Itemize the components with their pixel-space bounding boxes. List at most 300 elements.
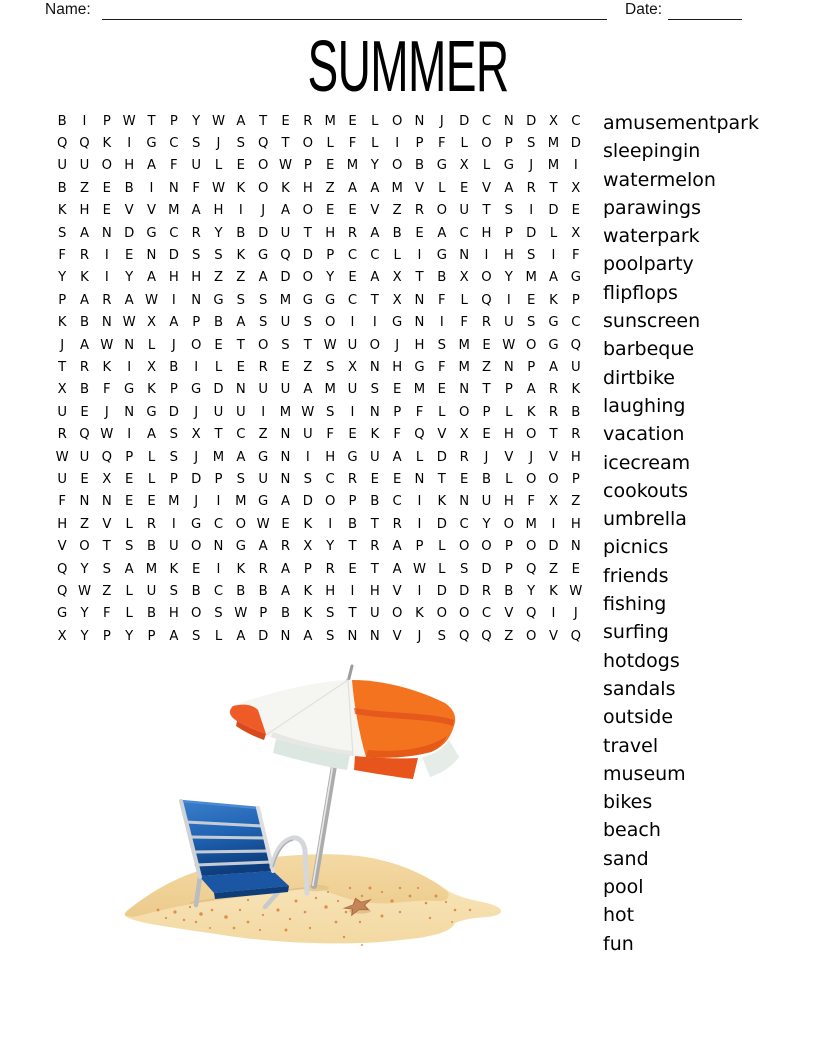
grid-letter: V <box>146 203 156 219</box>
grid-letter: M <box>279 292 292 308</box>
grid-letter: A <box>146 270 156 286</box>
grid-letter: U <box>280 225 291 241</box>
grid-letter: N <box>459 248 470 264</box>
grid-letter: G <box>191 516 202 532</box>
grid-letter: V <box>414 180 424 196</box>
grid-letter: G <box>503 158 514 174</box>
grid-letter: V <box>370 203 380 219</box>
grid-letter: E <box>214 337 223 353</box>
word-list-item: watermelon <box>603 168 716 191</box>
grid-letter: L <box>460 136 468 152</box>
grid-letter: C <box>236 427 246 443</box>
grid-letter: R <box>414 203 425 219</box>
grid-letter: N <box>503 113 514 129</box>
grid-letter: I <box>127 427 132 443</box>
grid-letter: P <box>504 561 513 577</box>
grid-letter: I <box>82 113 87 129</box>
grid-letter: I <box>417 583 422 599</box>
grid-letter: S <box>526 248 536 264</box>
grid-letter: Q <box>525 606 537 622</box>
grid-letter: A <box>370 270 380 286</box>
grid-letter: R <box>258 359 268 375</box>
grid-letter: I <box>551 606 556 622</box>
grid-letter: V <box>437 427 447 443</box>
grid-letter: K <box>549 292 558 308</box>
grid-letter: L <box>371 113 379 129</box>
grid-letter: F <box>348 136 357 152</box>
grid-letter: D <box>168 404 179 420</box>
grid-letter: T <box>281 136 290 152</box>
grid-letter: O <box>257 180 269 196</box>
grid-letter: E <box>325 158 335 174</box>
grid-letter: H <box>325 583 336 599</box>
grid-letter: D <box>168 248 179 264</box>
grid-letter: E <box>348 270 357 286</box>
grid-letter: O <box>324 315 336 331</box>
grid-letter: D <box>436 449 447 465</box>
grid-letter: X <box>146 315 157 331</box>
grid-letter: K <box>571 382 581 398</box>
grid-letter: Q <box>101 449 113 465</box>
grid-letter: W <box>211 180 226 196</box>
grid-letter: A <box>526 382 536 398</box>
grid-letter: S <box>459 561 469 577</box>
grid-letter: N <box>280 471 291 487</box>
grid-letter: G <box>124 382 135 398</box>
grid-letter: S <box>303 471 313 487</box>
grid-letter: H <box>570 516 581 532</box>
grid-letter: B <box>213 315 224 331</box>
grid-letter: O <box>101 158 113 174</box>
grid-letter: O <box>302 270 314 286</box>
word-list-item: cookouts <box>603 479 689 502</box>
grid-letter: O <box>369 337 381 353</box>
grid-letter: E <box>392 382 402 398</box>
grid-letter: U <box>236 404 246 420</box>
grid-letter: X <box>459 427 469 443</box>
grid-letter: Q <box>79 427 90 443</box>
grid-letter: N <box>101 494 112 510</box>
grid-letter: A <box>146 158 156 174</box>
word-list-item: barbeque <box>603 338 695 361</box>
grid-letter: X <box>102 471 112 487</box>
grid-letter: N <box>459 382 470 398</box>
grid-letter: A <box>280 561 290 577</box>
grid-letter: C <box>571 113 581 129</box>
grid-letter: W <box>412 561 427 577</box>
word-list-item: sand <box>603 847 649 870</box>
word-list-item: beach <box>603 819 661 842</box>
grid-letter: E <box>459 180 469 196</box>
grid-letter: B <box>414 158 425 174</box>
grid-letter: I <box>506 292 511 308</box>
grid-letter: D <box>302 494 313 510</box>
grid-letter: S <box>303 315 313 331</box>
grid-letter: M <box>346 158 359 174</box>
grid-letter: B <box>124 180 134 196</box>
grid-letter: P <box>504 225 513 241</box>
beach-chair <box>181 801 307 907</box>
grid-letter: L <box>125 583 133 599</box>
grid-letter: D <box>548 203 559 219</box>
word-list <box>603 109 759 958</box>
grid-letter: U <box>370 606 380 622</box>
grid-letter: L <box>214 158 223 174</box>
grid-letter: T <box>437 471 446 487</box>
grid-letter: E <box>437 382 446 398</box>
grid-letter: I <box>551 248 556 264</box>
grid-letter: B <box>169 359 179 375</box>
grid-letter: O <box>391 113 403 129</box>
grid-letter: B <box>146 606 157 622</box>
grid-letter: X <box>548 494 559 510</box>
word-list-item: sleepingin <box>603 140 701 163</box>
grid-letter: E <box>124 494 134 510</box>
grid-letter: A <box>258 270 268 286</box>
grid-letter: R <box>347 471 358 487</box>
grid-letter: E <box>124 248 134 264</box>
grid-letter: A <box>169 628 179 644</box>
grid-letter: H <box>302 180 313 196</box>
grid-letter: S <box>191 136 201 152</box>
grid-letter: E <box>80 471 89 487</box>
grid-letter: A <box>347 180 357 196</box>
grid-letter: Z <box>79 180 90 196</box>
grid-letter: N <box>235 382 246 398</box>
grid-letter: I <box>573 158 578 174</box>
grid-letter: Y <box>370 158 379 174</box>
grid-letter: W <box>278 158 293 174</box>
grid-letter: U <box>303 427 313 443</box>
grid-letter: H <box>481 225 492 241</box>
grid-letter: E <box>348 561 357 577</box>
grid-letter: N <box>459 494 470 510</box>
grid-letter: G <box>213 292 224 308</box>
grid-letter: O <box>257 158 269 174</box>
grid-letter: W <box>502 337 516 353</box>
grid-letter: P <box>504 136 513 152</box>
grid-letter: O <box>458 404 470 420</box>
grid-letter: A <box>79 337 89 353</box>
grid-letter: C <box>213 583 224 599</box>
grid-letter: M <box>458 359 470 375</box>
grid-letter: I <box>104 248 109 264</box>
word-list-item: bikes <box>603 791 653 814</box>
grid-letter: W <box>122 315 136 331</box>
grid-letter: U <box>370 449 380 465</box>
grid-letter: N <box>146 248 157 264</box>
grid-letter: P <box>169 471 178 487</box>
grid-letter: T <box>348 539 357 555</box>
grid-letter: A <box>124 561 134 577</box>
grid-letter: E <box>281 516 290 532</box>
grid-letter: B <box>191 583 201 599</box>
grid-letter: N <box>101 225 112 241</box>
grid-letter: Y <box>214 225 223 241</box>
grid-letter: G <box>436 248 447 264</box>
grid-letter: O <box>436 203 448 219</box>
grid-letter: T <box>549 427 558 443</box>
grid-letter: N <box>124 404 135 420</box>
grid-letter: C <box>169 225 179 241</box>
beach-illustration <box>100 660 520 980</box>
grid-letter: E <box>571 203 580 219</box>
grid-letter: A <box>370 225 380 241</box>
grid-letter: P <box>415 539 424 555</box>
grid-letter: L <box>326 136 334 152</box>
grid-letter: Q <box>56 136 68 152</box>
grid-letter: L <box>505 404 513 420</box>
grid-letter: K <box>236 180 246 196</box>
grid-letter: L <box>438 539 446 555</box>
grid-letter: S <box>258 315 268 331</box>
grid-letter: F <box>326 427 334 443</box>
grid-letter: E <box>147 494 156 510</box>
grid-letter: C <box>213 516 224 532</box>
grid-letter: R <box>79 248 90 264</box>
grid-letter: G <box>325 292 336 308</box>
grid-letter: K <box>147 382 156 398</box>
grid-letter: P <box>102 113 111 129</box>
grid-letter: R <box>526 180 536 196</box>
grid-letter: H <box>191 270 202 286</box>
grid-letter: X <box>191 427 201 443</box>
grid-letter: U <box>57 471 67 487</box>
grid-letter: M <box>145 561 158 577</box>
grid-letter: X <box>459 270 469 286</box>
grid-letter: G <box>258 494 269 510</box>
grid-letter: C <box>347 292 358 308</box>
grid-letter: G <box>146 136 157 152</box>
grid-letter: B <box>57 180 67 196</box>
grid-letter: N <box>369 359 380 375</box>
grid-letter: P <box>214 471 223 487</box>
grid-letter: I <box>529 203 534 219</box>
grid-letter: V <box>481 180 491 196</box>
grid-letter: S <box>169 583 179 599</box>
grid-letter: H <box>325 449 336 465</box>
grid-letter: D <box>481 561 492 577</box>
grid-letter: Y <box>58 270 67 286</box>
grid-letter: J <box>529 158 534 174</box>
grid-letter: E <box>281 359 290 375</box>
word-list-item: flipflops <box>603 281 678 304</box>
grid-letter: H <box>392 359 403 375</box>
grid-letter: N <box>570 539 581 555</box>
grid-letter: Y <box>504 270 513 286</box>
grid-letter: R <box>57 427 67 443</box>
grid-letter: M <box>279 404 292 420</box>
grid-letter: P <box>58 292 67 308</box>
grid-letter: I <box>417 516 422 532</box>
grid-letter: I <box>551 516 556 532</box>
grid-letter: A <box>280 494 290 510</box>
grid-letter: Z <box>548 561 559 577</box>
word-list-item: amusementpark <box>603 112 759 134</box>
grid-letter: I <box>171 292 176 308</box>
grid-letter: Z <box>79 516 90 532</box>
grid-letter: M <box>212 449 225 465</box>
grid-letter: G <box>392 315 403 331</box>
grid-letter: O <box>525 628 537 644</box>
grid-letter: R <box>481 315 492 331</box>
grid-letter: Q <box>56 561 68 577</box>
grid-letter: N <box>168 180 179 196</box>
grid-letter: N <box>280 628 291 644</box>
grid-letter: N <box>369 404 380 420</box>
grid-letter: S <box>258 292 268 308</box>
word-list-item: parawings <box>603 196 701 219</box>
grid-letter: G <box>302 292 313 308</box>
grid-letter: W <box>122 113 136 129</box>
grid-letter: P <box>326 248 335 264</box>
grid-letter: S <box>169 449 179 465</box>
grid-letter: P <box>169 113 178 129</box>
grid-letter: S <box>325 628 335 644</box>
grid-letter: D <box>436 516 447 532</box>
grid-letter: H <box>503 248 514 264</box>
grid-letter: G <box>436 158 447 174</box>
grid-letter: N <box>280 427 291 443</box>
grid-letter: P <box>504 382 513 398</box>
grid-letter: L <box>415 449 424 465</box>
grid-letter: I <box>261 404 266 420</box>
grid-letter: N <box>414 292 425 308</box>
grid-letter: Z <box>102 583 112 599</box>
grid-letter: E <box>236 158 245 174</box>
grid-letter: N <box>347 628 358 644</box>
grid-letter: T <box>482 382 491 398</box>
grid-letter: S <box>325 359 335 375</box>
word-list-item: sandals <box>603 677 676 700</box>
grid-letter: X <box>57 628 67 644</box>
grid-letter: Y <box>527 583 536 599</box>
grid-letter: Y <box>125 270 134 286</box>
grid-letter: D <box>459 113 470 129</box>
grid-letter: K <box>437 494 447 510</box>
grid-letter: O <box>302 203 314 219</box>
grid-letter: K <box>303 516 313 532</box>
grid-letter: L <box>393 248 401 264</box>
grid-letter: I <box>350 315 355 331</box>
grid-letter: Y <box>125 628 134 644</box>
grid-letter: W <box>144 292 159 308</box>
grid-letter: C <box>325 471 335 487</box>
grid-letter: P <box>259 606 268 622</box>
grid-letter: B <box>437 270 447 286</box>
word-list-item: surfing <box>603 621 669 644</box>
grid-letter: A <box>191 203 201 219</box>
grid-letter: R <box>548 382 559 398</box>
word-list-item: travel <box>603 734 659 757</box>
grid-letter: F <box>103 606 111 622</box>
grid-letter: B <box>481 471 492 487</box>
grid-letter: E <box>482 337 491 353</box>
grid-letter: A <box>236 449 246 465</box>
grid-letter: B <box>504 583 514 599</box>
grid-letter: M <box>168 203 180 219</box>
grid-letter: Z <box>303 359 313 375</box>
grid-letter: J <box>261 203 266 219</box>
grid-letter: P <box>504 539 513 555</box>
grid-letter: U <box>258 382 268 398</box>
grid-letter: A <box>79 225 89 241</box>
grid-letter: G <box>548 315 559 331</box>
grid-letter: I <box>127 359 132 375</box>
grid-letter: U <box>280 382 291 398</box>
grid-letter: P <box>169 382 178 398</box>
grid-letter: N <box>79 494 90 510</box>
grid-letter: L <box>438 561 446 577</box>
grid-letter: X <box>303 539 313 555</box>
name-blank-line <box>102 2 607 20</box>
grid-letter: T <box>236 337 245 353</box>
grid-letter: B <box>79 382 90 398</box>
grid-letter: R <box>79 359 90 375</box>
grid-letter: X <box>347 359 358 375</box>
word-list-item: dirtbike <box>603 366 675 389</box>
grid-letter: N <box>124 337 135 353</box>
grid-letter: K <box>236 561 246 577</box>
word-list-item: poolparty <box>603 253 694 276</box>
grid-letter: I <box>171 516 176 532</box>
grid-letter: C <box>392 494 402 510</box>
grid-letter: Y <box>326 270 335 286</box>
grid-letter: K <box>57 315 67 331</box>
word-list-item: pool <box>603 876 644 899</box>
grid-letter: W <box>301 404 315 420</box>
grid-letter: M <box>547 158 560 174</box>
grid-letter: V <box>124 203 134 219</box>
grid-letter: I <box>149 180 154 196</box>
grid-letter: S <box>281 337 290 353</box>
grid-letter: E <box>102 203 111 219</box>
grid-letter: U <box>79 158 90 174</box>
grid-letter: T <box>549 180 558 196</box>
grid-letter: P <box>571 471 580 487</box>
word-list-item: museum <box>603 762 686 785</box>
grid-letter: F <box>438 292 446 308</box>
grid-letter: S <box>526 315 536 331</box>
grid-letter: Y <box>80 628 89 644</box>
grid-letter: A <box>370 180 380 196</box>
grid-letter: Q <box>280 248 291 264</box>
grid-letter: I <box>328 516 333 532</box>
grid-letter: F <box>527 494 535 510</box>
grid-letter: O <box>525 337 537 353</box>
grid-letter: P <box>147 628 156 644</box>
grid-letter: J <box>104 404 109 420</box>
grid-letter: N <box>503 359 514 375</box>
grid-letter: Q <box>458 628 470 644</box>
grid-letter: E <box>325 203 335 219</box>
grid-letter: I <box>238 203 243 219</box>
grid-letter: P <box>125 449 134 465</box>
grid-letter: E <box>459 471 469 487</box>
grid-letter: A <box>236 628 246 644</box>
grid-letter: E <box>236 359 245 375</box>
grid-letter: T <box>370 561 379 577</box>
grid-letter: D <box>526 225 537 241</box>
grid-letter: L <box>438 404 446 420</box>
grid-letter: K <box>80 270 89 286</box>
word-list-item: sunscreen <box>603 310 701 333</box>
grid-letter: V <box>392 628 402 644</box>
grid-letter: Y <box>80 606 89 622</box>
grid-letter: O <box>458 606 470 622</box>
grid-letter: Y <box>80 561 89 577</box>
grid-letter: R <box>191 225 201 241</box>
